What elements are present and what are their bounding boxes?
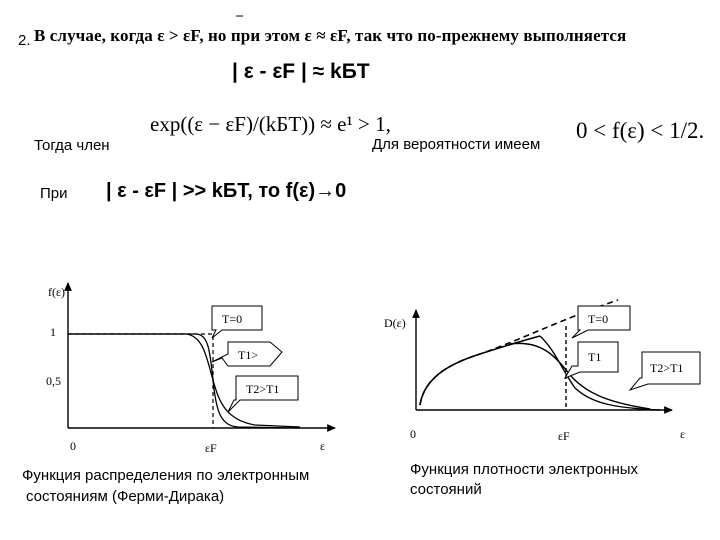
caption-left-line2: состояниям (Ферми-Дирака) xyxy=(26,488,225,505)
right-x-tick-ef: εF xyxy=(558,429,570,443)
fermi-dirac-chart xyxy=(46,283,335,455)
right-callout-t0: T=0 xyxy=(588,312,609,326)
caption-right-line1: Функция плотности электронных xyxy=(410,461,639,478)
caption-density xyxy=(410,460,638,500)
probability-label: Для вероятности имеем xyxy=(372,136,541,153)
left-x-tick-ef: εF xyxy=(205,441,217,455)
left-tick-1: 1 xyxy=(50,325,56,339)
right-x-label: ε xyxy=(680,427,686,441)
left-x-label: ε xyxy=(320,439,326,453)
pri-label: При xyxy=(40,185,68,202)
density-of-states-chart xyxy=(384,300,700,443)
right-curve-base xyxy=(420,336,540,405)
right-origin: 0 xyxy=(410,427,416,441)
formula-condition: | ε - εF | >> kБT, то f(ε)→0 xyxy=(106,180,347,202)
line-number: 2. xyxy=(18,32,31,49)
togda-label: Тогда член xyxy=(34,137,110,154)
left-callout-t0: T=0 xyxy=(222,312,243,326)
formula-energy-approx: | ε - εF | ≈ kБT xyxy=(232,60,370,83)
left-tick-05: 0,5 xyxy=(46,374,61,388)
formula-exp: exp((ε − εF)/(kБT)) ≈ e¹ > 1, xyxy=(150,112,391,136)
left-callout-t2: T2>T1 xyxy=(246,382,280,396)
caption-right-line2: состояний xyxy=(410,481,482,498)
left-origin: 0 xyxy=(70,439,76,453)
right-callout-t1: T1 xyxy=(588,350,602,364)
bar-mark: – xyxy=(236,8,243,23)
intro-text: В случае, когда ε > εF, но при этом ε ≈ εF, так что по-прежнему выполняется xyxy=(34,26,627,45)
left-y-label: f(ε) xyxy=(48,285,66,299)
right-y-label: D(ε) xyxy=(384,316,406,330)
caption-fermi-dirac xyxy=(22,465,309,507)
formula-probability: 0 < f(ε) < 1/2. xyxy=(576,118,705,143)
right-callout-t2: T2>T1 xyxy=(650,361,684,375)
left-curve-t0 xyxy=(68,334,213,428)
left-callout-t1: T1> xyxy=(238,348,259,362)
caption-left-line1: Функция распределения по электронным xyxy=(22,467,310,484)
